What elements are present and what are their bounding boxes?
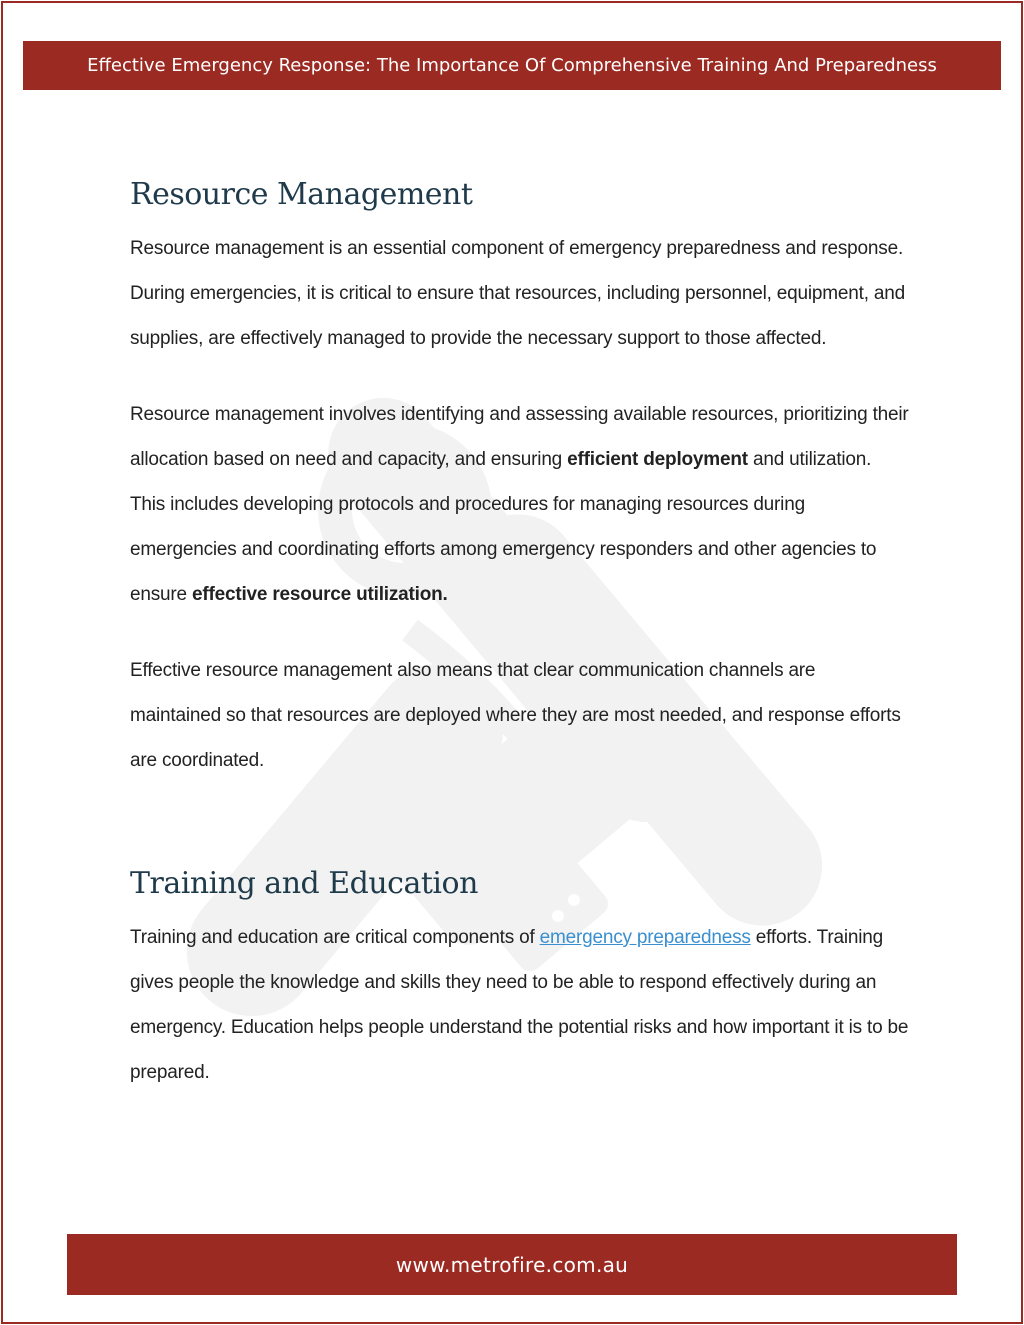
header-banner bbox=[23, 41, 1001, 90]
main-content bbox=[130, 170, 910, 1095]
emergency-preparedness-link[interactable]: emergency preparedness bbox=[539, 927, 751, 948]
footer-banner bbox=[67, 1234, 957, 1295]
paragraph-text: efforts. Training gives people the knowledge and skills they need to be able to respond effectively during an emergency. Education helps people understand the potential risks and how important it is to be prepared. bbox=[130, 927, 909, 1083]
section-heading: Resource Management bbox=[130, 177, 473, 212]
bold-phrase: efficient deployment bbox=[567, 449, 748, 470]
paragraph: Effective resource management also means that clear communication channels are maintained so that resources are deployed where they are most needed, and response efforts are coordinated. bbox=[130, 660, 901, 771]
section-resource-management bbox=[130, 170, 910, 783]
paragraph bbox=[130, 392, 910, 617]
paragraph-text: Training and education are critical components of bbox=[130, 927, 540, 948]
paragraph-text: Resource management involves identifying and assessing available resources, prioritizing their allocation based on need and capacity, and ensuring bbox=[130, 404, 909, 470]
paragraph: Resource management is an essential component of emergency preparedness and response. During emergencies, it is critical to ensure that resources, including personnel, equipment, and supplies, are effectively managed to provide the necessary support to those affected. bbox=[130, 238, 905, 349]
paragraph bbox=[130, 915, 910, 1095]
header-title: Effective Emergency Response: The Importance Of Comprehensive Training And Preparedness bbox=[87, 55, 937, 76]
paragraph-text: and utilization. This includes developing protocols and procedures for managing resources during emergencies and coordinating efforts among emergency responders and other agencies to ensure bbox=[130, 449, 877, 605]
section-heading: Training and Education bbox=[130, 866, 478, 901]
bold-phrase: effective resource utilization. bbox=[191, 584, 448, 605]
footer-url[interactable]: www.metrofire.com.au bbox=[395, 1252, 629, 1277]
section-training-and-education bbox=[130, 859, 910, 1095]
